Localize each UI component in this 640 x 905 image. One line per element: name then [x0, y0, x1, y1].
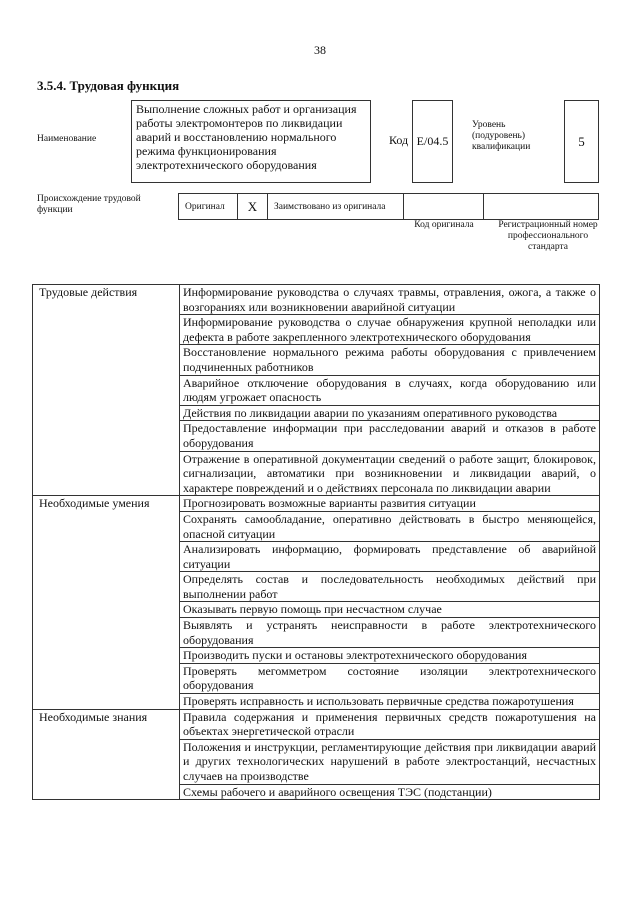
table-cell: Определять состав и последовательность необходимых действий при выполнении работ [180, 571, 599, 601]
qualification-level: 5 [564, 100, 599, 183]
original-mark: X [238, 194, 268, 219]
table-cell: Проверять исправность и использовать первичные средства пожаротушения [180, 693, 599, 709]
table-cell: Действия по ликвидации аварии по указаниям оперативного руководства [180, 405, 599, 421]
table-cell: Информирование руководства о случае обнаружения крупной неполадки или дефекта в работе закрепленного электротехнического оборудования [180, 314, 599, 344]
table-cell: Производить пуски и остановы электротехнического оборудования [180, 647, 599, 663]
table-section [33, 495, 599, 708]
table-cell: Информирование руководства о случаях травмы, отравления, ожога, а также о возгораниях или возникновении аварийной ситуации [183, 285, 596, 314]
function-code: E/04.5 [412, 100, 453, 183]
table-cell: Отражение в оперативной документации сведений о работе защит, блокировок, сигнализации, автоматики при возникновении и ликвидации аварий, о характере повреждений и о действиях персонала по ликвидации аварии [180, 451, 599, 496]
name-label: Наименование [37, 134, 97, 144]
original-code-cell [404, 194, 484, 219]
table-cell: Оказывать первую помощь при несчастном случае [180, 601, 599, 617]
section-label: Необходимые умения [33, 496, 180, 708]
page-number: 38 [314, 43, 326, 57]
table-cell: Проверять мегомметром состояние изоляции электротехнического оборудования [180, 663, 599, 693]
section-label: Трудовые действия [33, 285, 180, 495]
registration-number-note: Регистрационный номер профессионального стандарта [498, 220, 598, 252]
functions-table [32, 284, 600, 800]
table-cell: Правила содержания и применения первичных средств пожаротушения на объектах энергетической отрасли [183, 709, 596, 739]
table-cell: Схемы рабочего и аварийного освещения ТЭС (подстанции) [180, 784, 599, 800]
table-cell: Положения и инструкции, регламентирующие действия при ликвидации аварий и других технологических нарушений в работе электростанций, несчастных случаев на производстве [180, 739, 599, 784]
section-title: 3.5.4. Трудовая функция [37, 78, 180, 93]
section-label: Необходимые знания [33, 710, 180, 800]
original-code-note: Код оригинала [414, 220, 474, 230]
origin-row [178, 193, 599, 220]
original-label: Оригинал [179, 194, 238, 219]
table-section [33, 285, 599, 495]
registration-number-cell [484, 194, 598, 219]
table-cell: Прогнозировать возможные варианты развития ситуации [183, 496, 476, 511]
origin-label: Происхождение трудовой функции [37, 194, 141, 215]
borrowed-label: Заимствовано из оригинала [268, 194, 404, 219]
table-cell: Анализировать информацию, формировать представление об аварийной ситуации [180, 541, 599, 571]
code-label: Код [389, 133, 409, 147]
table-cell: Сохранять самообладание, оперативно действовать в быстро меняющейся, опасной ситуации [180, 511, 599, 541]
table-section [33, 709, 599, 800]
table-cell: Восстановление нормального режима работы оборудования с привлечением подчиненных работников [180, 344, 599, 374]
table-cell: Предоставление информации при расследовании аварий и отказов в работе оборудования [180, 420, 599, 450]
function-name: Выполнение сложных работ и организация работы электромонтеров по ликвидации аварий и восстановлению нормального режима функционирования электротехнического оборудования [131, 100, 371, 183]
table-cell: Аварийное отключение оборудования в случаях, когда оборудованию или людям угрожает опасность [180, 375, 599, 405]
table-cell: Выявлять и устранять неисправности в работе электротехнического оборудования [180, 617, 599, 647]
level-label: Уровень (подуровень) квалификации [472, 120, 531, 152]
